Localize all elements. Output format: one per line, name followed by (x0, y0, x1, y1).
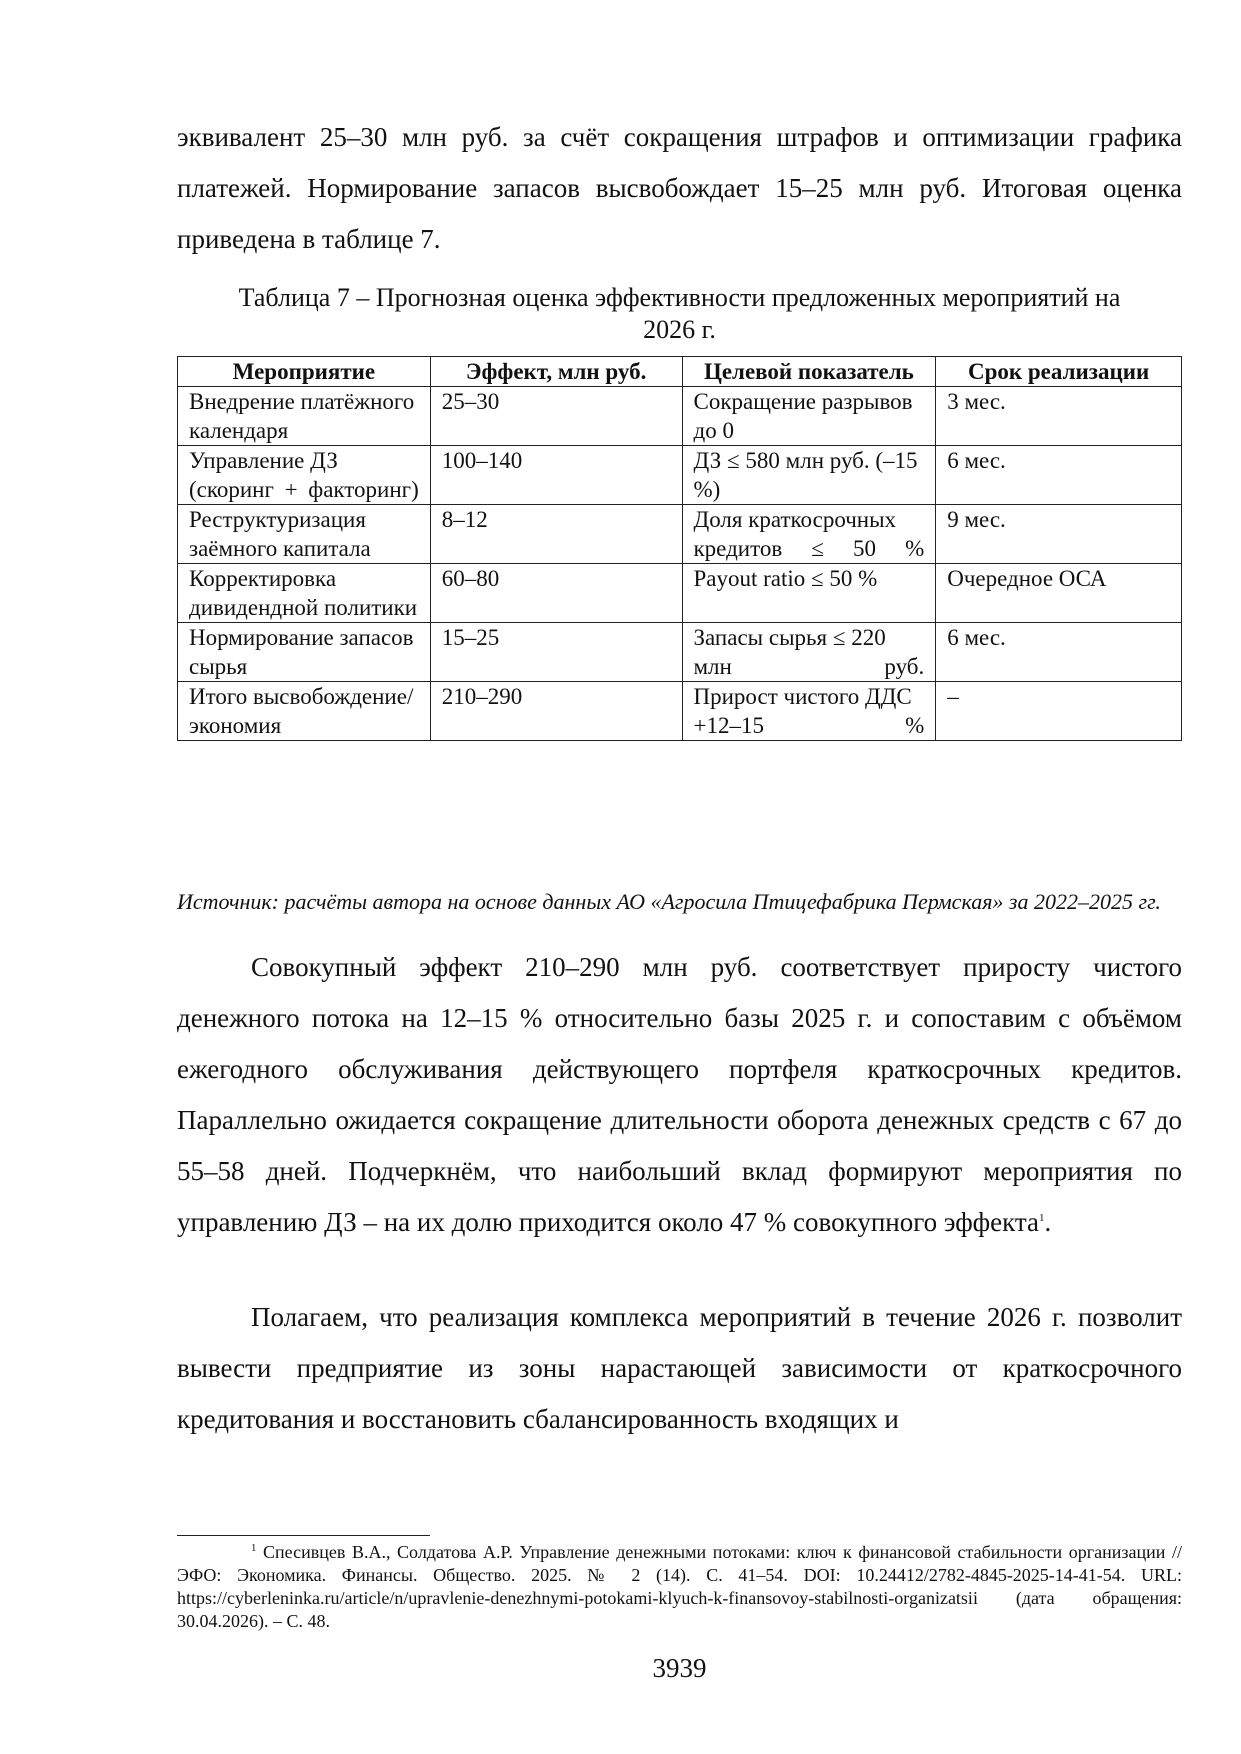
paragraph-summary-text: Совокупный эффект 210–290 млн руб. соответствует приросту чистого денежного потока на 12–15 % относительно базы 2025 г. и сопоставим с объёмом ежегодного обслуживания действующего портфеля краткосрочных кредитов. Параллельно ожидается сокращение длительности оборота денежных средств с 67 до 55–58 дней. Подчеркнём, что наибольший вклад формируют мероприятия по управлению ДЗ – на их долю приходится около 47 % совокупного эффекта (177, 952, 1182, 1237)
paragraph-intro: эквивалент 25–30 млн руб. за счёт сокращения штрафов и оптимизации графика платежей. Нормирование запасов высвобождает 15–25 млн руб. Итоговая оценка приведена в таблице 7. (177, 122, 1182, 254)
cell-effect: 100–140 (430, 446, 682, 505)
footnote-text: Спесивцев В.А., Солдатова А.Р. Управление денежными потоками: ключ к финансовой стабильности организации // ЭФО: Экономика. Финансы. Общество. 2025. № 2 (14). С. 41–54. DOI: 10.24412/2782-4845-2025-14-41-54. URL: https://cyberleninka.ru/article/n/upravlenie-denezhnymi-potokami-klyuch-k-finansovoy-stabilnosti-organizatsii (дата обращения: 30.04.2026). – С. 48. (177, 1542, 1182, 1631)
cell-measure: Реструктуризация заёмного капитала (178, 505, 431, 564)
table-row (178, 623, 1182, 682)
cell-measure: Итого высвобождение/экономия (178, 682, 431, 741)
table-header-row (178, 357, 1182, 387)
table-row (178, 505, 1182, 564)
table-caption-line2: 2026 г. (643, 315, 716, 344)
table-row (178, 564, 1182, 623)
table-source-note: Источник: расчёты автора на основе данных АО «Агросила Птицефабрика Пермская» за 2022–2025 гг. (177, 889, 1161, 914)
cell-measure: Корректировка дивидендной политики (178, 564, 431, 623)
page-number: 3939 (652, 1653, 707, 1683)
cell-term: – (936, 682, 1182, 741)
cell-effect: 15–25 (430, 623, 682, 682)
cell-effect: 210–290 (430, 682, 682, 741)
footnote-reference[interactable]: 1 (1039, 1212, 1045, 1224)
cell-term: 9 мес. (936, 505, 1182, 564)
paragraph-summary (177, 942, 1182, 1248)
cell-term: 6 мес. (936, 623, 1182, 682)
header-effect: Эффект, млн руб. (430, 357, 682, 387)
cell-target: ДЗ ≤ 580 млн руб. (–15 %) (682, 446, 936, 505)
effectiveness-table (177, 356, 1182, 741)
paragraph-conclusion: Полагаем, что реализация комплекса мероприятий в течение 2026 г. позволит вывести предприятие из зоны нарастающей зависимости от краткосрочного кредитования и восстановить сбалансированность входящих и (177, 1302, 1182, 1434)
cell-measure: Внедрение платёжного календаря (178, 387, 431, 446)
table-row (178, 682, 1182, 741)
footnote-separator (177, 1535, 430, 1536)
table-row (178, 446, 1182, 505)
table-caption (177, 282, 1182, 346)
cell-target: Запасы сырья ≤ 220 млн руб. (682, 623, 936, 682)
cell-term: 6 мес. (936, 446, 1182, 505)
header-measure: Мероприятие (178, 357, 431, 387)
footnote-number: 1 (251, 1542, 257, 1554)
footnote (177, 1541, 1182, 1633)
cell-target: Доля краткосрочных кредитов ≤ 50 % (682, 505, 936, 564)
table-caption-line1: Таблица 7 – Прогнозная оценка эффективности предложенных мероприятий на (238, 283, 1121, 312)
table-row (178, 387, 1182, 446)
header-term: Срок реализации (936, 357, 1182, 387)
cell-effect: 25–30 (430, 387, 682, 446)
cell-effect: 8–12 (430, 505, 682, 564)
cell-term: 3 мес. (936, 387, 1182, 446)
cell-measure: Нормирование запасов сырья (178, 623, 431, 682)
paragraph-summary-end: . (1044, 1207, 1052, 1237)
cell-effect: 60–80 (430, 564, 682, 623)
cell-target: Payout ratio ≤ 50 % (682, 564, 936, 623)
cell-term: Очередное ОСА (936, 564, 1182, 623)
cell-target: Прирост чистого ДДС +12–15 % (682, 682, 936, 741)
cell-target: Сокращение разрывов до 0 (682, 387, 936, 446)
header-target: Целевой показатель (682, 357, 936, 387)
cell-measure: Управление ДЗ (скоринг + факторинг) (178, 446, 431, 505)
